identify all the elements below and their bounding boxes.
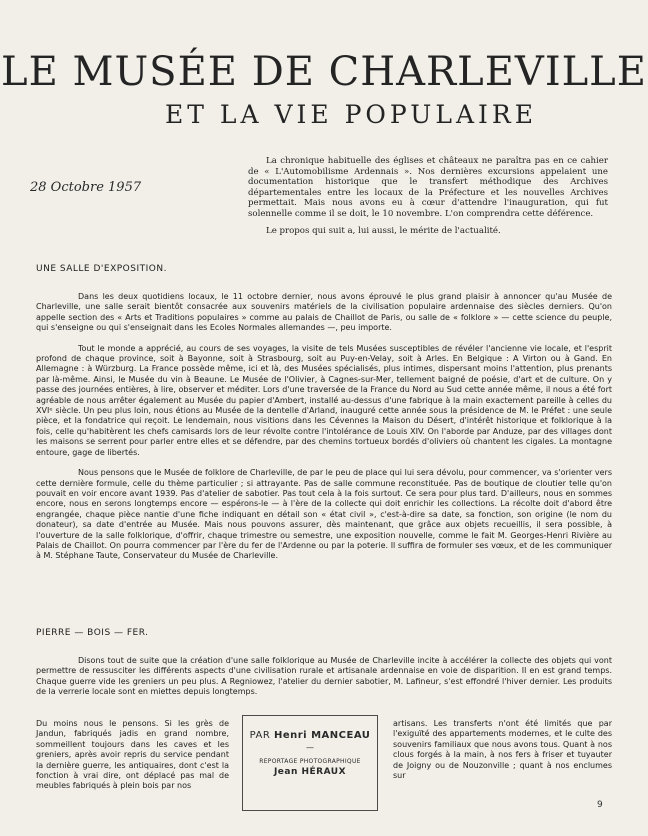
section-body bbox=[36, 656, 612, 698]
page-number: 9 bbox=[597, 800, 603, 810]
section-heading: UNE SALLE D'EXPOSITION. bbox=[36, 264, 167, 274]
credit-box bbox=[242, 715, 378, 811]
intro-paragraph: La chronique habituelle des églises et châteaux ne paraîtra pas en ce cahier de « L'Automobilisme Ardennais ». Nos dernières excursions appelaient une documentation historique que le transfert méthodique des Archives départementales entre les locaux de la Préfecture et les nouvelles Archives permettait. Mais nous avons eu à cœur d'attendre l'inauguration, qui fut solennelle comme il se doit, le 10 novembre. L'on comprendra cette déférence. bbox=[248, 156, 608, 219]
article-subtitle: ET LA VIE POPULAIRE bbox=[165, 100, 537, 129]
article-date: 28 Octobre 1957 bbox=[30, 180, 142, 195]
intro-paragraph: Le propos qui suit a, lui aussi, le mérite de l'actualité. bbox=[266, 225, 501, 236]
right-column bbox=[393, 719, 612, 781]
body-paragraph: Nous pensons que le Musée de folklore de Charleville, de par le peu de place qui lui sera dévolu, pour commencer, va s'orienter vers cette dernière formule, celle du thème particulier ; si attrayante. Pas de salle commune reconstituée. Pas de boutique de cloutier telle qu'on pouvait en voir encore avant 1939. Pas d'atelier de sabotier. Pas tout cela à la fois surtout. Ce sera pour plus tard. D'ailleurs, nous en sommes encore, nous en serons longtemps encore — espérons-le — à l'ère de la collecte qui doit enrichir les collections. La récolte doit d'abord être engrangée, chaque pièce nantie d'une fiche indiquant en détail son « état civil », c'est-à-dire sa date, sa fonction, son origine (le nom du donateur), sa date d'entrée au Musée. Mais nous pouvons assurer, dès maintenant, que grâce aux objets recueillis, il sera possible, à l'ouverture de la salle folklorique, d'offrir, chaque trimestre ou semestre, une exposition nouvelle, comme le fait M. Georges-Henri Rivière au Palais de Chaillot. On pourra commencer par l'ère du fer de l'Ardenne ou par la poterie. Il suffira de formuler ses vœux, et de les communiquer à M. Stéphane Taute, Conservateur du Musée de Charleville. bbox=[36, 468, 612, 561]
photo-role: REPORTAGE PHOTOGRAPHIQUE bbox=[259, 758, 361, 765]
intro-block bbox=[248, 156, 608, 236]
left-column bbox=[36, 719, 229, 792]
author-prefix: PAR bbox=[249, 730, 271, 741]
section-body bbox=[36, 292, 612, 562]
column-text: Du moins nous le pensons. Si les grès de Jandun, fabriqués jadis en grand nombre, sommeillent toujours dans les caves et les greniers, après avoir repris du service pendant la dernière guerre, les antiquaires, dont c'est la fonction à vrai dire, ont déplacé pas mal de meubles fabriqués à plein bois par nos bbox=[36, 719, 229, 791]
column-text: artisans. Les transferts n'ont été limités que par l'exiguïté des appartements modernes, et le culte des souvenirs familiaux que nous avons tous. Quant à nos clous forgés à la main, à nos fers à friser et tuyauter de Joigny ou de Nouzonville ; quant à nos enclumes sur bbox=[393, 719, 612, 781]
author-line bbox=[243, 730, 377, 741]
article-title: LE MUSÉE DE CHARLEVILLE bbox=[1, 49, 647, 95]
body-paragraph: Dans les deux quotidiens locaux, le 11 octobre dernier, nous avons éprouvé le plus grand plaisir à annoncer qu'au Musée de Charleville, une salle serait bientôt consacrée aux souvenirs matériels de la civilisation populaire ardennaise des siècles derniers. Qu'on appelle section des « Arts et Traditions populaires » comme au palais de Chaillot de Paris, ou salle de « folklore » — cette science du peuple, qui s'enseigne ou qui s'enseignait dans les Ecoles Normales allemandes —, peu importe. bbox=[36, 292, 612, 333]
body-paragraph: Disons tout de suite que la création d'une salle folklorique au Musée de Charleville incite à accélérer la collecte des objets qui vont permettre de ressusciter les différents aspects d'une civilisation rurale et artisanale ardennaise en voie de disparition. Il en est grand temps. Chaque guerre vide les greniers un peu plus. A Regniowez, l'atelier du dernier sabotier, M. Lafineur, s'est effondré l'hiver dernier. Les produits de la verrerie locale sont en miettes depuis longtemps. bbox=[36, 656, 612, 697]
credit-dash: — bbox=[306, 743, 314, 752]
body-paragraph: Tout le monde a apprécié, au cours de ses voyages, la visite de tels Musées susceptibles de révéler l'ancienne vie locale, et l'esprit profond de chaque province, soit à Bayonne, soit à Strasbourg, soit au Puy-en-Velay, soit à Arles. En Belgique : A Virton ou à Gand. En Allemagne : à Würzburg. La France possède même, ici et là, des Musées spécialisés, plus intimes, dispersant moins l'attention, plus prenants par là-même. Ainsi, le Musée du vin à Beaune. Le Musée de l'Olivier, à Cagnes-sur-Mer, tellement baigné de poésie, d'art et de culture. On y passe des journées entières, à lire, observer et méditer. Lors d'une traversée de la France du Nord au Sud cette année même, il nous a été fort agréable de nous arrêter également au Musée du papier d'Ambert, installé au-dessus d'une fabrique à la main exactement pareille à celles du XVIᵉ siècle. Un peu plus loin, nous étions au Musée de la dentelle d'Arland, inauguré cette année sous la présidence de M. le Préfet : une seule pièce, et la fondatrice qui reçoit. Le lendemain, nous visitions dans les Cévennes la Maison du Désert, d'intérêt historique et folklorique à la fois, celle qu'habitèrent les chefs camisards lors de leur révolte contre l'intolérance de Louis XIV. On l'aborde par Anduze, par des villages dont les maisons se serrent pour parler entre elles et se défendre, par des chemins tortueux bordés d'oliviers où chantent les cigales. La montagne entoure, gage de libertés. bbox=[36, 343, 612, 457]
photographer-name: Jean HÉRAUX bbox=[273, 767, 347, 777]
author-name: Henri MANCEAU bbox=[273, 730, 371, 741]
section-heading: PIERRE — BOIS — FER. bbox=[36, 628, 149, 638]
